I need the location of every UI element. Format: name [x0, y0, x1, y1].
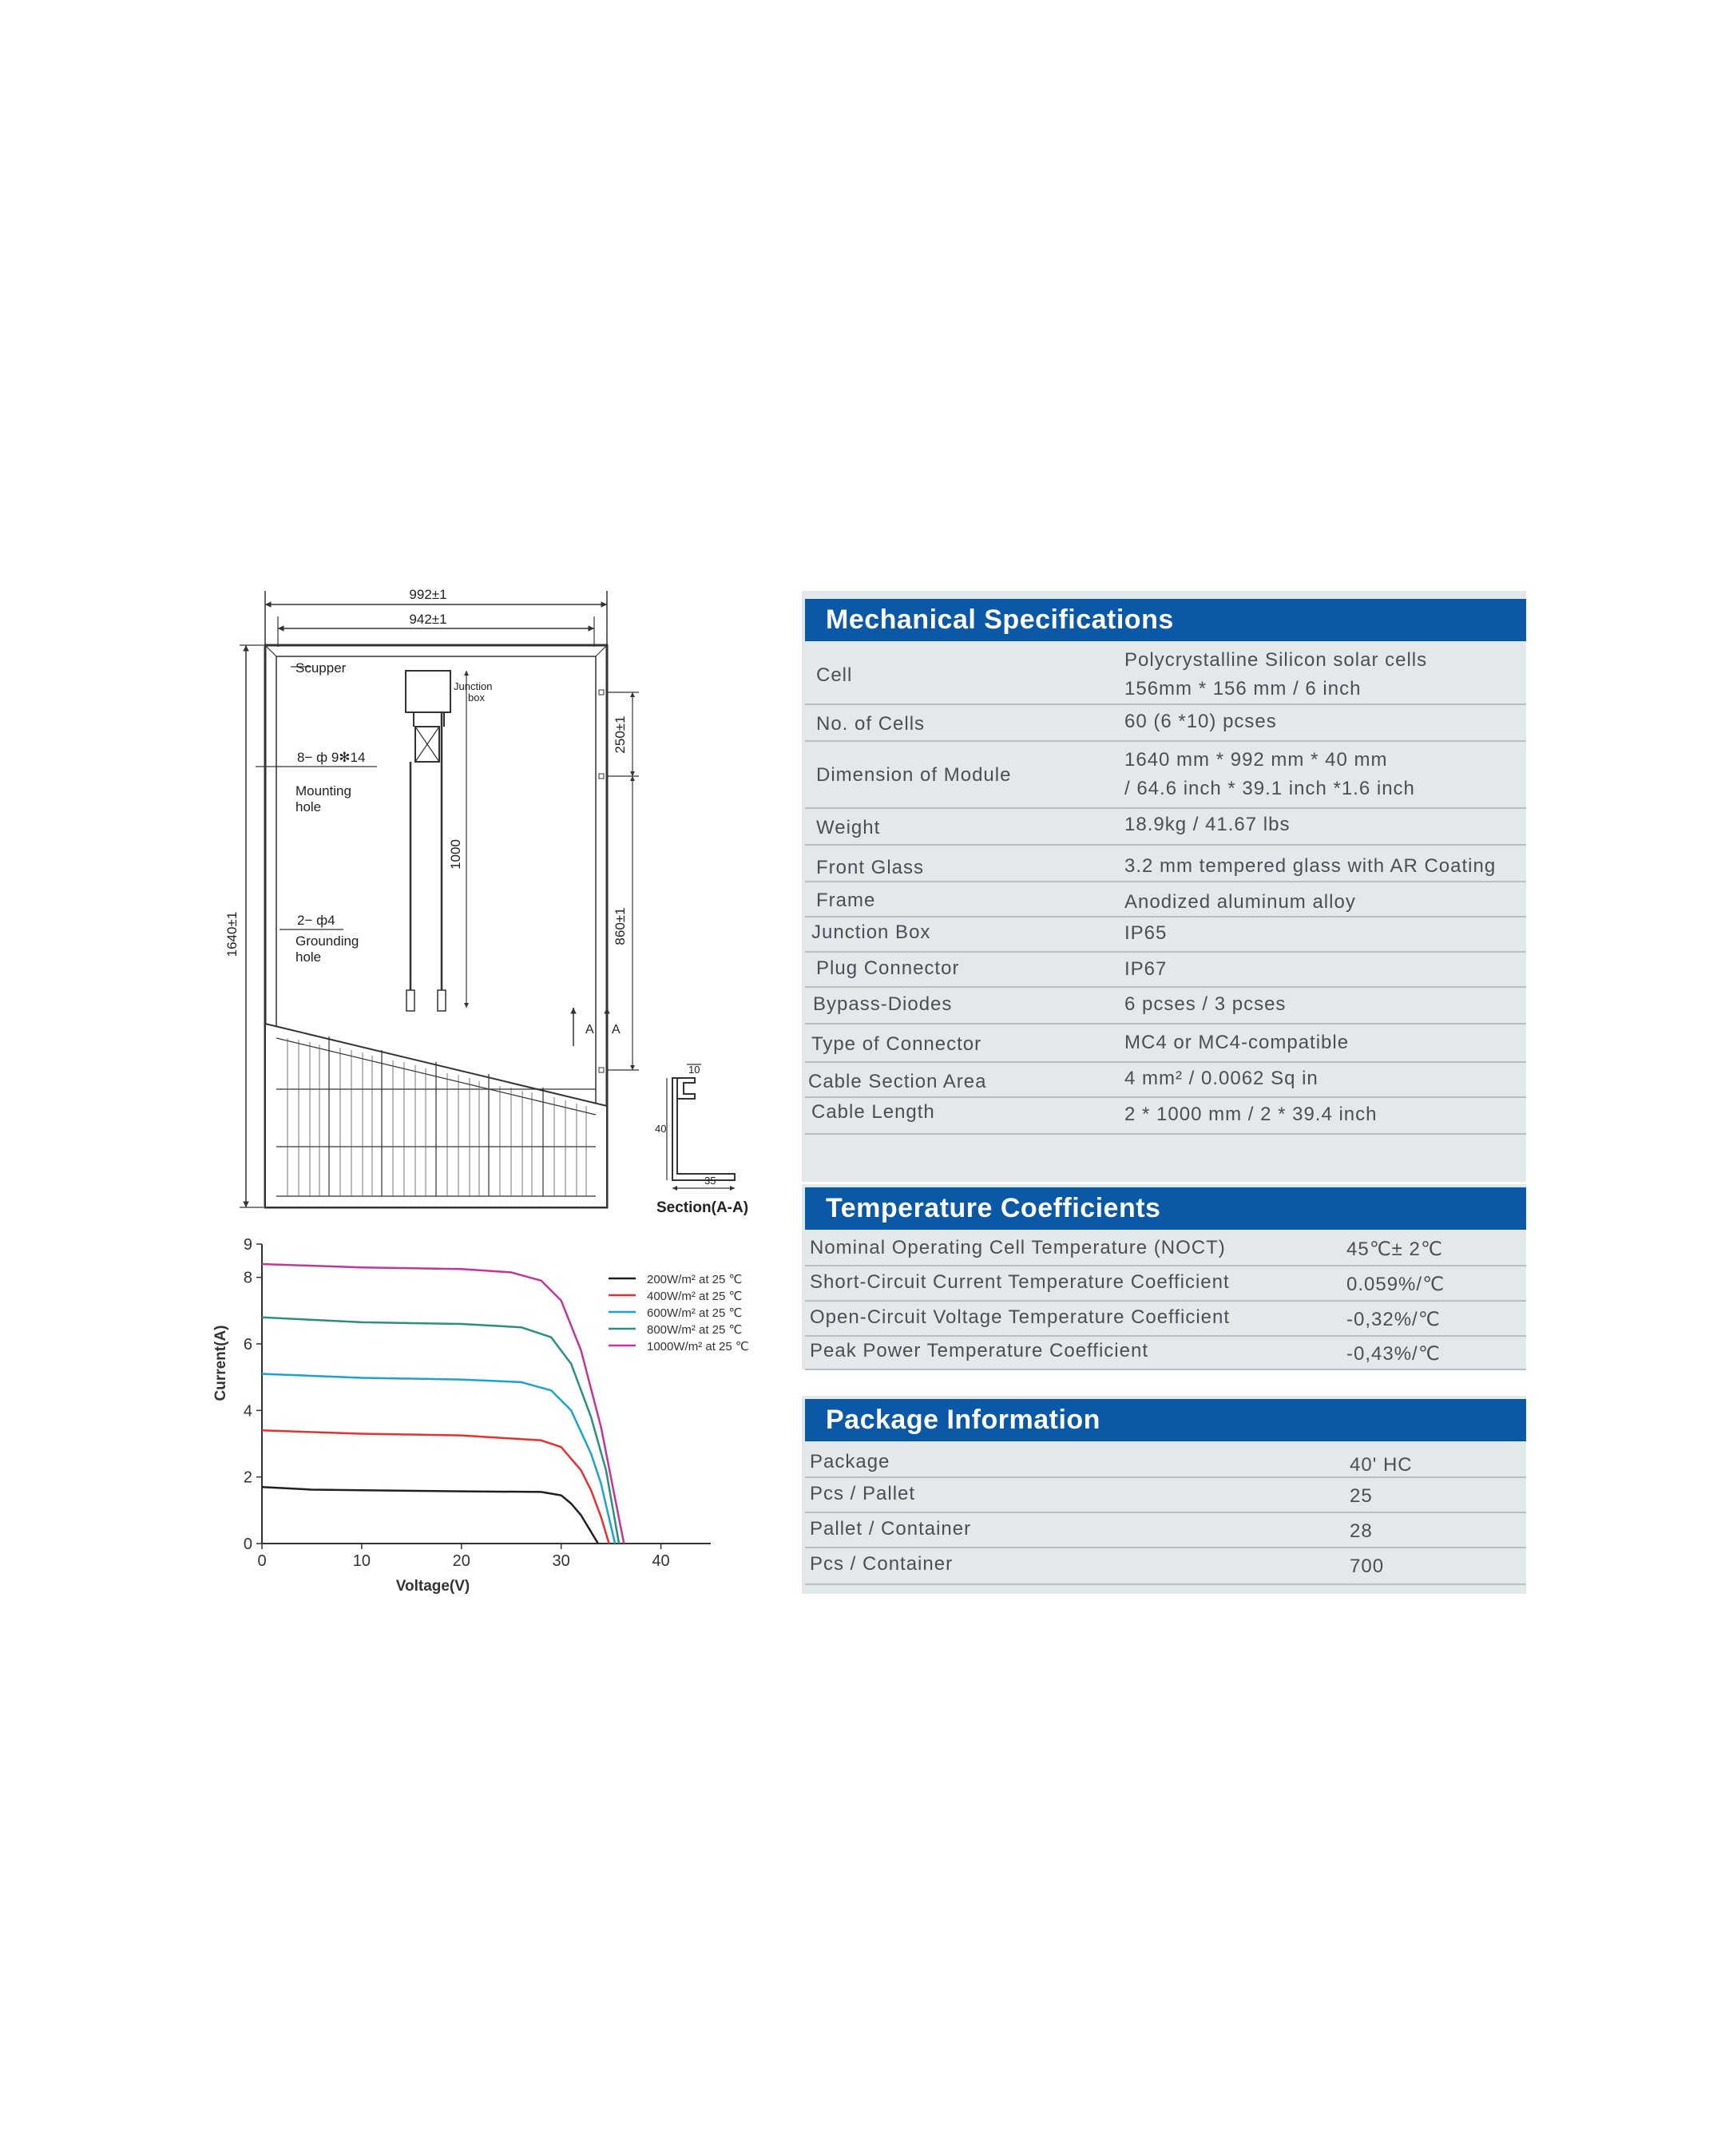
- spec-value-line2: / 64.6 inch * 39.1 inch *1.6 inch: [1124, 778, 1415, 799]
- spec-label: Junction Box: [811, 921, 931, 943]
- mechanical-specifications-title: Mechanical Specifications: [805, 599, 1526, 641]
- spec-row-dimension: [805, 742, 1526, 809]
- spec-label: No. of Cells: [816, 713, 926, 735]
- spec-row-junction-box: [805, 917, 1526, 953]
- spec-value: 700: [1350, 1556, 1385, 1577]
- spec-row-isc-coefficient: [805, 1266, 1526, 1302]
- section-dim-height: 40: [655, 1123, 667, 1135]
- spec-value: -0,32%/℃: [1346, 1309, 1441, 1330]
- spec-value: 6 pcses / 3 pcses: [1124, 993, 1287, 1015]
- label-mounting-spec: 8− ф 9✻14: [297, 750, 366, 765]
- section-mark-right: A: [612, 1023, 621, 1036]
- label-grounding-spec: 2− ф4: [297, 913, 335, 928]
- spec-row-package: [805, 1443, 1526, 1478]
- spec-label: Short-Circuit Current Temperature Coefficient: [810, 1271, 1230, 1293]
- spec-label: Type of Connector: [811, 1033, 982, 1055]
- dim-cable-length: 1000: [448, 839, 463, 870]
- spec-value: 4 mm² / 0.0062 Sq in: [1124, 1068, 1319, 1089]
- x-tick-label: 40: [652, 1552, 670, 1570]
- spec-value: IP67: [1124, 958, 1168, 980]
- series-line: [262, 1374, 615, 1544]
- spec-label: Front Glass: [816, 857, 925, 878]
- section-caption: Section(A-A): [656, 1199, 749, 1216]
- section-dim-top: 10: [688, 1064, 700, 1076]
- spec-row-noct: [805, 1231, 1526, 1266]
- spec-value: 18.9kg / 41.67 lbs: [1124, 814, 1291, 835]
- x-tick-label: 0: [257, 1552, 267, 1570]
- section-mark-left: A: [585, 1023, 594, 1036]
- package-information-panel: [802, 1396, 1526, 1594]
- chart-legend: [609, 1273, 749, 1353]
- spec-label: Cell: [816, 664, 853, 686]
- temperature-coefficients-panel: [802, 1184, 1526, 1369]
- spec-value: 60 (6 *10) pcses: [1124, 711, 1277, 732]
- spec-row-weight: [805, 809, 1526, 846]
- spec-value-line2: 156mm * 156 mm / 6 inch: [1124, 678, 1362, 700]
- series-line: [262, 1487, 598, 1544]
- x-tick-label: 30: [552, 1552, 570, 1570]
- x-axis-label: Voltage(V): [395, 1578, 470, 1595]
- dim-height: 1640±1: [224, 911, 240, 957]
- chart-series: [262, 1264, 624, 1544]
- spec-row-pcs-per-container: [805, 1548, 1526, 1585]
- legend-label: 600W/m² at 25 ℃: [647, 1306, 743, 1320]
- spec-value: MC4 or MC4-compatible: [1124, 1032, 1350, 1053]
- mechanical-specifications-panel: [802, 591, 1526, 1182]
- spec-row-connector-type: [805, 1024, 1526, 1063]
- label-mounting-line1: Mounting: [295, 783, 351, 799]
- y-tick-label: 8: [243, 1269, 252, 1287]
- spec-label: Pcs / Pallet: [810, 1483, 916, 1504]
- spec-value: 28: [1350, 1520, 1373, 1542]
- temperature-coefficients-title: Temperature Coefficients: [805, 1187, 1526, 1230]
- spec-label: Package: [810, 1451, 890, 1472]
- spec-label: Nominal Operating Cell Temperature (NOCT): [810, 1237, 1226, 1258]
- spec-value: 40' HC: [1350, 1454, 1413, 1476]
- spec-row-pcs-per-pallet: [805, 1478, 1526, 1513]
- spec-value: -0,43%/℃: [1346, 1343, 1441, 1365]
- label-junction-box-line1: Junction: [454, 680, 493, 692]
- spec-label: Bypass-Diodes: [813, 993, 953, 1015]
- y-tick-label: 2: [243, 1468, 252, 1487]
- spec-row-bypass-diodes: [805, 988, 1526, 1024]
- label-scupper: Scupper: [295, 660, 347, 676]
- spec-row-cell: [805, 648, 1526, 705]
- package-information-title: Package Information: [805, 1399, 1526, 1441]
- spec-row-front-glass: [805, 846, 1526, 882]
- label-mounting-line2: hole: [295, 799, 322, 814]
- y-tick-label: 4: [243, 1402, 252, 1421]
- series-line: [262, 1430, 609, 1544]
- dim-outer-width: 992±1: [409, 587, 447, 602]
- spec-value: 2 * 1000 mm / 2 * 39.4 inch: [1124, 1104, 1378, 1125]
- spec-label: Pcs / Container: [810, 1553, 954, 1575]
- spec-row-plug-connector: [805, 953, 1526, 988]
- spec-label: Dimension of Module: [816, 764, 1012, 786]
- spec-row-frame: [805, 882, 1526, 917]
- spec-value: 25: [1350, 1485, 1373, 1507]
- spec-value: 0.059%/℃: [1346, 1274, 1445, 1295]
- section-dim-bottom: 35: [704, 1175, 716, 1187]
- spec-label: Pallet / Container: [810, 1518, 972, 1540]
- spec-row-no-of-cells: [805, 705, 1526, 742]
- label-grounding-line2: hole: [295, 949, 322, 965]
- label-grounding-line1: Grounding: [295, 933, 359, 949]
- x-tick-label: 10: [352, 1552, 371, 1570]
- module-technical-drawing: [200, 579, 775, 1218]
- series-line: [262, 1318, 619, 1544]
- spec-value: 3.2 mm tempered glass with AR Coating: [1124, 855, 1497, 877]
- legend-label: 1000W/m² at 25 ℃: [647, 1340, 749, 1353]
- spec-label: Plug Connector: [816, 957, 960, 979]
- spec-label: Peak Power Temperature Coefficient: [810, 1340, 1148, 1361]
- chart-axes: [244, 1236, 711, 1570]
- spec-value: Polycrystalline Silicon solar cells: [1124, 649, 1428, 671]
- spec-row-pallet-per-container: [805, 1513, 1526, 1548]
- y-tick-label: 9: [243, 1236, 252, 1254]
- spec-row-pmax-coefficient: [805, 1337, 1526, 1370]
- dim-hole-spacing: 860±1: [613, 907, 628, 945]
- spec-value: Anodized aluminum alloy: [1124, 891, 1356, 913]
- spec-label: Cable Section Area: [808, 1071, 987, 1092]
- x-tick-label: 20: [452, 1552, 470, 1570]
- dim-inner-width: 942±1: [409, 612, 447, 627]
- y-axis-label: Current(A): [212, 1325, 229, 1401]
- spec-label: Open-Circuit Voltage Temperature Coefficient: [810, 1306, 1231, 1328]
- label-junction-box-line2: box: [468, 692, 485, 703]
- spec-row-cable-length: [805, 1098, 1526, 1135]
- spec-label: Cable Length: [811, 1101, 935, 1123]
- dim-top-to-hole: 250±1: [613, 715, 628, 754]
- y-tick-label: 0: [243, 1536, 252, 1553]
- spec-value: 1640 mm * 992 mm * 40 mm: [1124, 749, 1388, 771]
- spec-row-cable-section: [805, 1063, 1526, 1098]
- spec-label: Weight: [816, 817, 881, 838]
- iv-curve-chart: [200, 1222, 791, 1605]
- spec-row-voc-coefficient: [805, 1302, 1526, 1337]
- spec-value: 45℃± 2℃: [1346, 1239, 1443, 1260]
- y-tick-label: 6: [243, 1336, 252, 1353]
- legend-label: 200W/m² at 25 ℃: [647, 1273, 743, 1286]
- legend-label: 800W/m² at 25 ℃: [647, 1323, 743, 1337]
- legend-label: 400W/m² at 25 ℃: [647, 1290, 743, 1303]
- spec-value: IP65: [1124, 922, 1168, 944]
- spec-label: Frame: [816, 890, 876, 911]
